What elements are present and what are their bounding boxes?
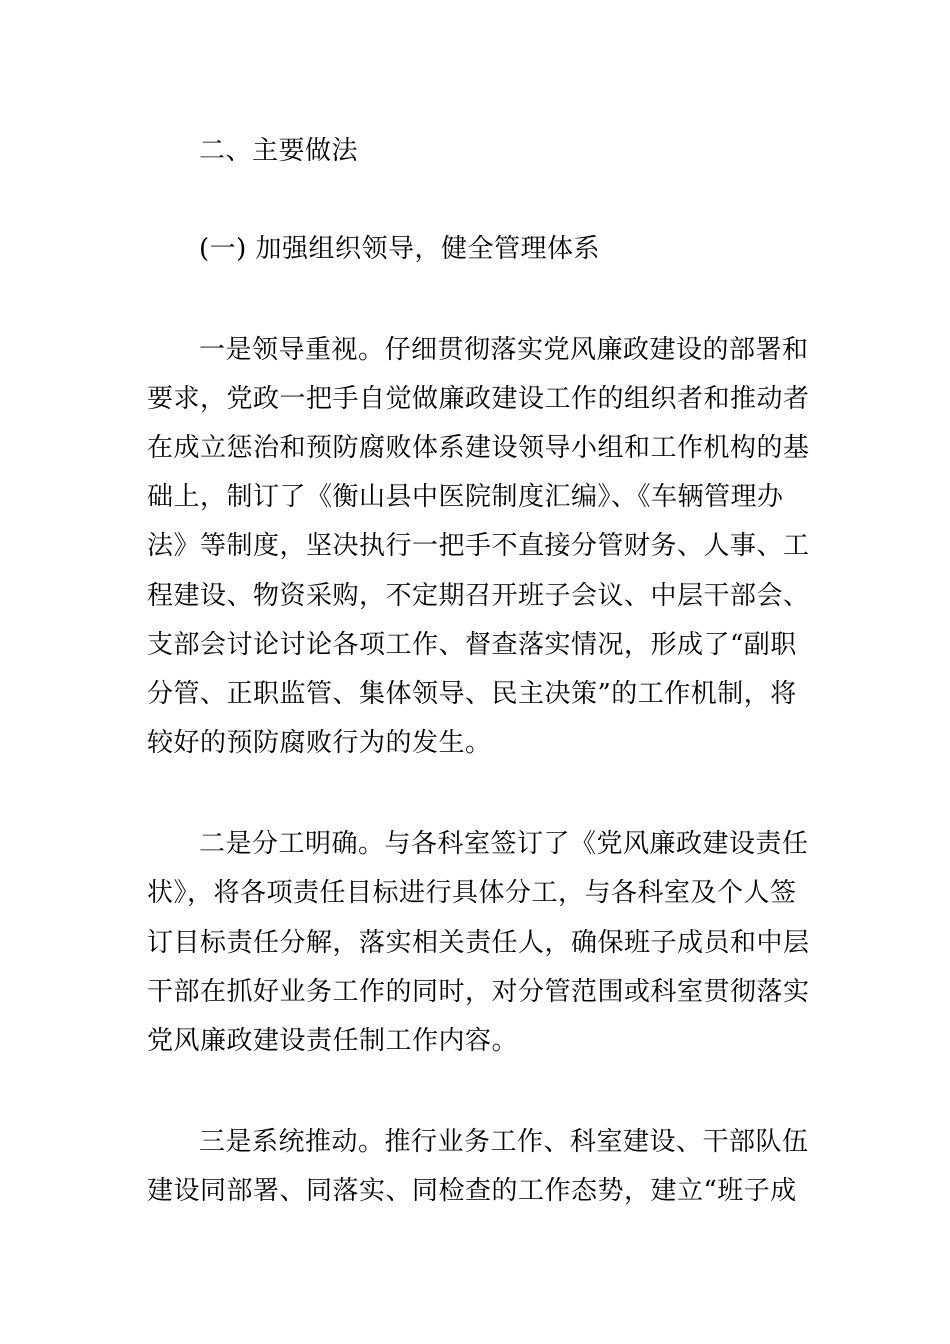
paragraph-line: 三是系统推动。推行业务工作、科室建设、干部队伍 — [199, 1127, 809, 1157]
paragraph-line: 础上，制订了《衡山县中医院制度汇编》、《车辆管理办 — [147, 482, 784, 512]
paragraph-line: 在成立惩治和预防腐败体系建设领导小组和工作机构的基 — [147, 433, 810, 463]
paragraph-line: 分管、正职监管、集体领导、民主决策”的工作机制，将 — [147, 679, 797, 709]
paragraph-line: 法》等制度，坚决执行一把手不直接分管财务、人事、工 — [147, 531, 810, 561]
paragraph-line: 程建设、物资采购，不定期召开班子会议、中层干部会、 — [147, 581, 810, 611]
paragraph-line: 要求，党政一把手自觉做廉政建设工作的组织者和推动者 — [147, 384, 810, 414]
paragraph-line: 状》，将各项责任目标进行具体分工，与各科室及个人签 — [147, 878, 797, 908]
paragraph-line: 订目标责任分解，落实相关责任人，确保班子成员和中层 — [147, 928, 810, 958]
subsection-heading: (一) 加强组织领导，健全管理体系 — [199, 234, 601, 264]
paragraph-line: 较好的预防腐败行为的发生。 — [147, 728, 492, 758]
section-heading: 二、主要做法 — [199, 136, 359, 166]
paragraph-line: 干部在抓好业务工作的同时，对分管范围或科室贯彻落实 — [147, 977, 810, 1007]
paragraph-line: 党风廉政建设责任制工作内容。 — [147, 1026, 519, 1056]
paragraph-line: 支部会讨论讨论各项工作、督查落实情况，形成了“副职 — [147, 630, 797, 660]
paragraph-line: 二是分工明确。与各科室签订了《党风廉政建设责任 — [199, 829, 809, 859]
paragraph-line: 一是领导重视。仔细贯彻落实党风廉政建设的部署和 — [199, 335, 809, 365]
paragraph-line: 建设同部署、同落实、同检查的工作态势，建立“班子成 — [147, 1176, 797, 1206]
